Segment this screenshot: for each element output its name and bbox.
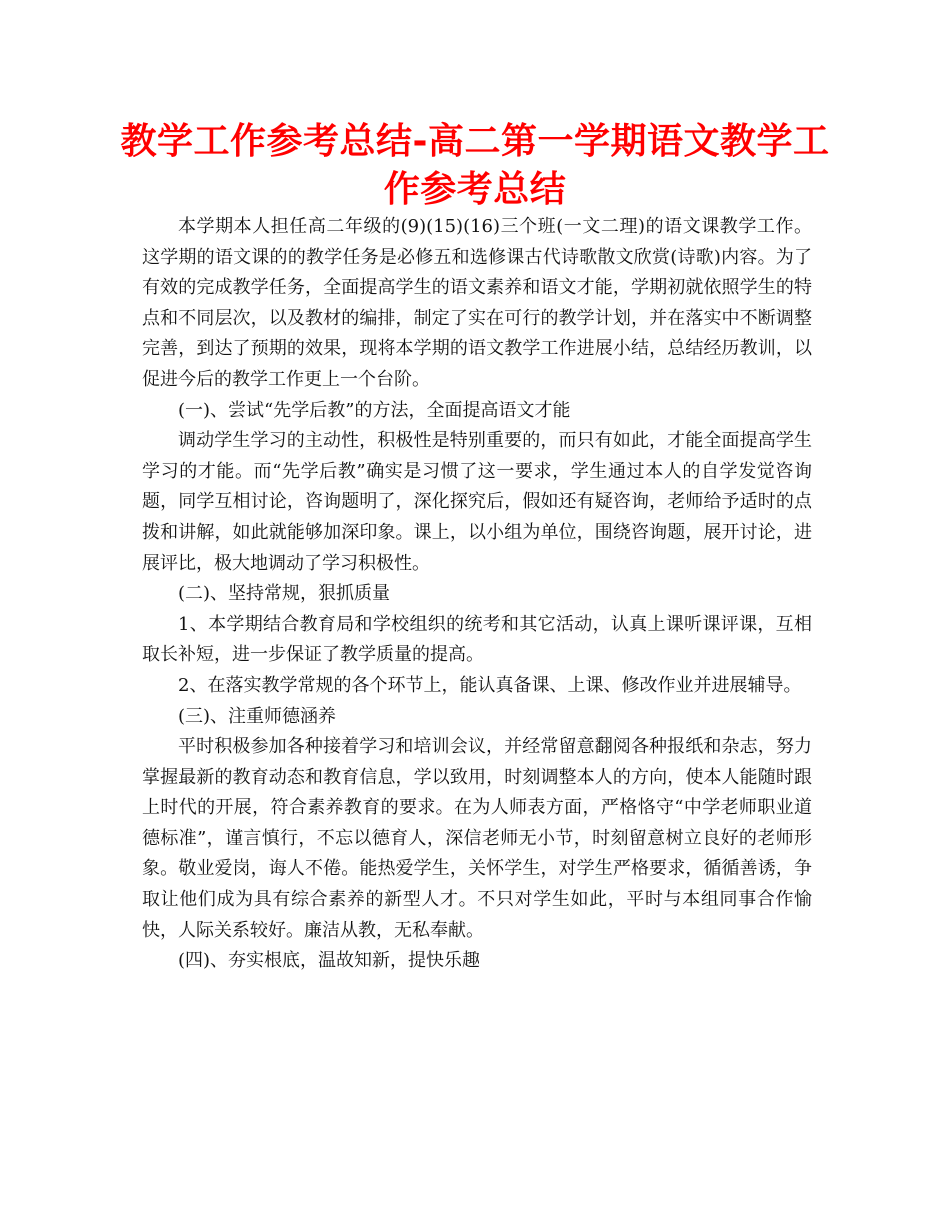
section-heading-4: (四)、夯实根底，温故知新，提快乐趣	[178, 950, 481, 972]
document-body	[142, 212, 812, 977]
section-paragraph-3: 平时积极参加各种接着学习和培训会议，并经常留意翻阅各种报纸和杂志，努力掌握最新的教育动态和教育信息，学以致用，时刻调整本人的方向，使本人能随时跟上时代的开展，符合素养教育的要求。在为人师表方面，严格恪守“中学老师职业道德标准”，谨言慎行，不忘以德育人，深信老师无小节，时刻留意树立良好的老师形象。敬业爱岗，诲人不倦。能热爱学生，关怀学生，对学生严格要求，循循善诱，争取让他们成为具有综合素养的新型人才。不只对学生如此，平时与本组同事合作愉快，人际关系较好。廉洁从教，无私奉献。	[142, 736, 812, 941]
section-item-2-1: 1、本学期结合教育局和学校组织的统考和其它活动，认真上课听课评课，互相取长补短，进一步保证了教学质量的提高。	[142, 613, 812, 666]
section-heading-1: (一)、尝试“先学后教”的方法，全面提高语文才能	[178, 399, 571, 421]
section-paragraph-1: 调动学生学习的主动性，积极性是特别重要的，而只有如此，才能全面提高学生学习的才能。而“先学后教”确实是习惯了这一要求，学生通过本人的自学发觉咨询题，同学互相讨论，咨询题明了，深化探究后，假如还有疑咨询，老师给予适时的点拨和讲解，如此就能够加深印象。课上，以小组为单位，围绕咨询题，展开讨论，进展评比，极大地调动了学习积极性。	[142, 430, 812, 574]
document-title: 教学工作参考总结-高二第一学期语文教学工作参考总结	[120, 121, 830, 210]
section-heading-2: (二)、坚持常规，狠抓质量	[178, 583, 391, 605]
intro-paragraph: 本学期本人担任高二年级的(9)(15)(16)三个班(一文二理)的语文课教学工作。这学期的语文课的的教学任务是必修五和选修课古代诗歌散文欣赏(诗歌)内容。为了有效的完成教学任务，全面提高学生的语文素养和语文才能，学期初就依照学生的特点和不同层次，以及教材的编排，制定了实在可行的教学计划，并在落实中不断调整完善，到达了预期的效果，现将本学期的语文教学工作进展小结，总结经历教训，以促进今后的教学工作更上一个台阶。	[142, 216, 812, 390]
section-item-2-2: 2、在落实教学常规的各个环节上，能认真备课、上课、修改作业并进展辅导。	[178, 674, 802, 696]
section-heading-3: (三)、注重师德涵养	[178, 705, 337, 727]
